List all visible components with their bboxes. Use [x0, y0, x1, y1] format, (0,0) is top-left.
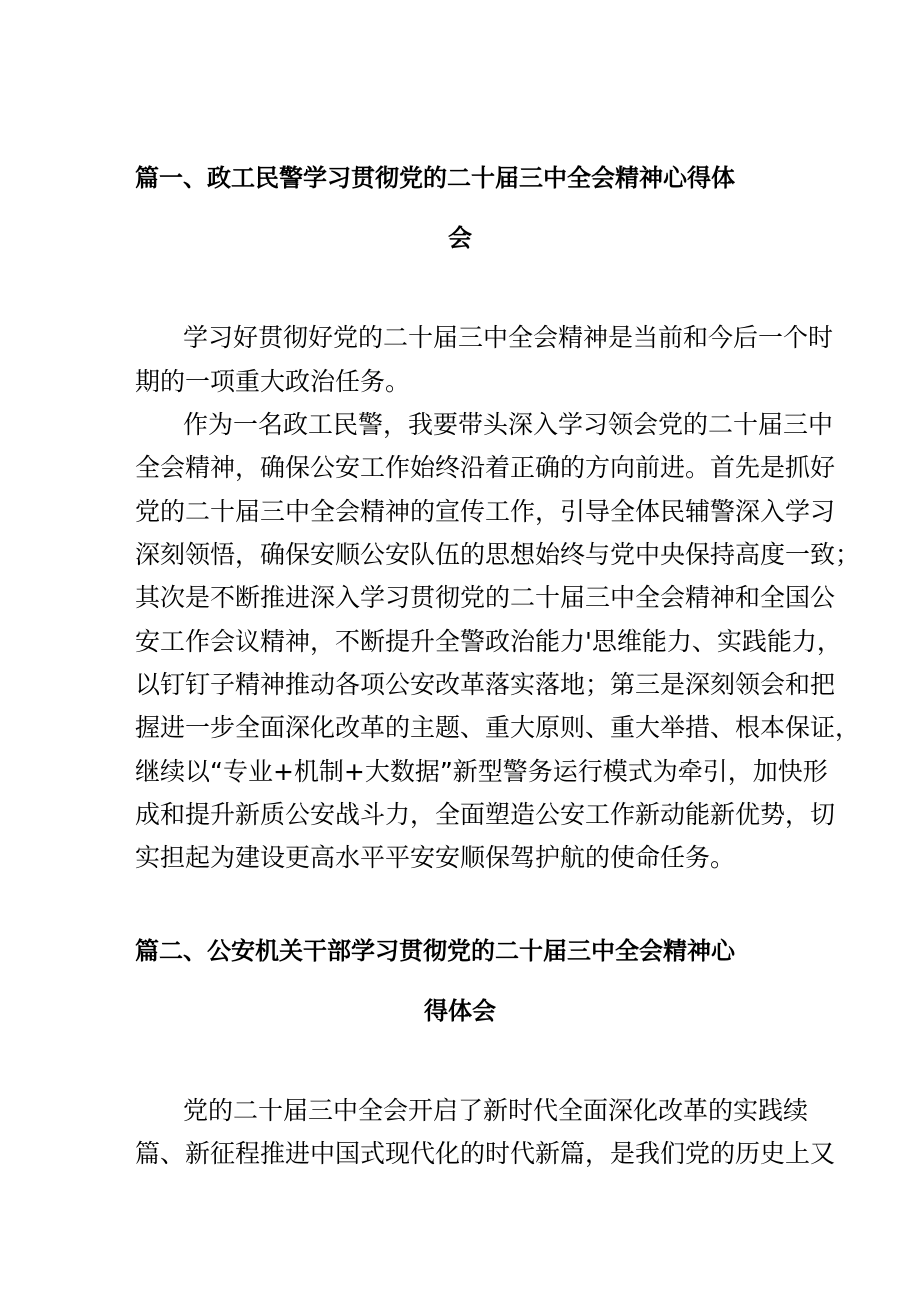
paragraph-line: 以钉钉子精神推动各项公安改革落实落地；第三是深刻领会和把: [135, 670, 836, 699]
paragraph-line: 实担起为建设更高水平平安安顺保驾护航的使命任务。: [135, 843, 736, 872]
paragraph-line: 党的二十届三中全会开启了新时代全面深化改革的实践续: [183, 1096, 809, 1125]
paragraph-line: 学习好贯彻好党的二十届三中全会精神是当前和今后一个时: [183, 323, 834, 352]
paragraph-line: 党的二十届三中全会精神的宣传工作，引导全体民辅警深入学习: [135, 497, 836, 526]
paragraph-line: 成和提升新质公安战斗力，全面塑造公安工作新动能新优势，切: [135, 800, 836, 829]
paragraph-line: 安工作会议精神，不断提升全警政治能力'思维能力、实践能力，: [135, 627, 842, 656]
paragraph-line: 其次是不断推进深入学习贯彻党的二十届三中全会精神和全国公: [135, 583, 836, 612]
paragraph-line: 继续以“专业+机制+大数据”新型警务运行模式为牵引，加快形: [135, 757, 828, 786]
paragraph-line: 握进一步全面深化改革的主题、重大原则、重大举措、根本保证，: [135, 713, 861, 742]
section-2-heading-line-2: 得体会: [424, 997, 496, 1025]
section-1-heading-line-2: 会: [448, 224, 472, 252]
paragraph-line: 作为一名政工民警，我要带头深入学习领会党的二十届三中: [183, 410, 834, 439]
section-2-heading-line-1: 篇二、公安机关干部学习贯彻党的二十届三中全会精神心: [135, 937, 735, 965]
paragraph-line: 深刻领悟，确保安顺公安队伍的思想始终与党中央保持高度一致；: [135, 540, 861, 569]
section-1-heading-line-1: 篇一、政工民警学习贯彻党的二十届三中全会精神心得体: [135, 164, 735, 192]
paragraph-line: 全会精神，确保公安工作始终沿着正确的方向前进。首先是抓好: [135, 453, 836, 482]
paragraph-line: 篇、新征程推进中国式现代化的时代新篇，是我们党的历史上又: [135, 1139, 836, 1168]
paragraph-line: 期的一项重大政治任务。: [135, 367, 411, 396]
